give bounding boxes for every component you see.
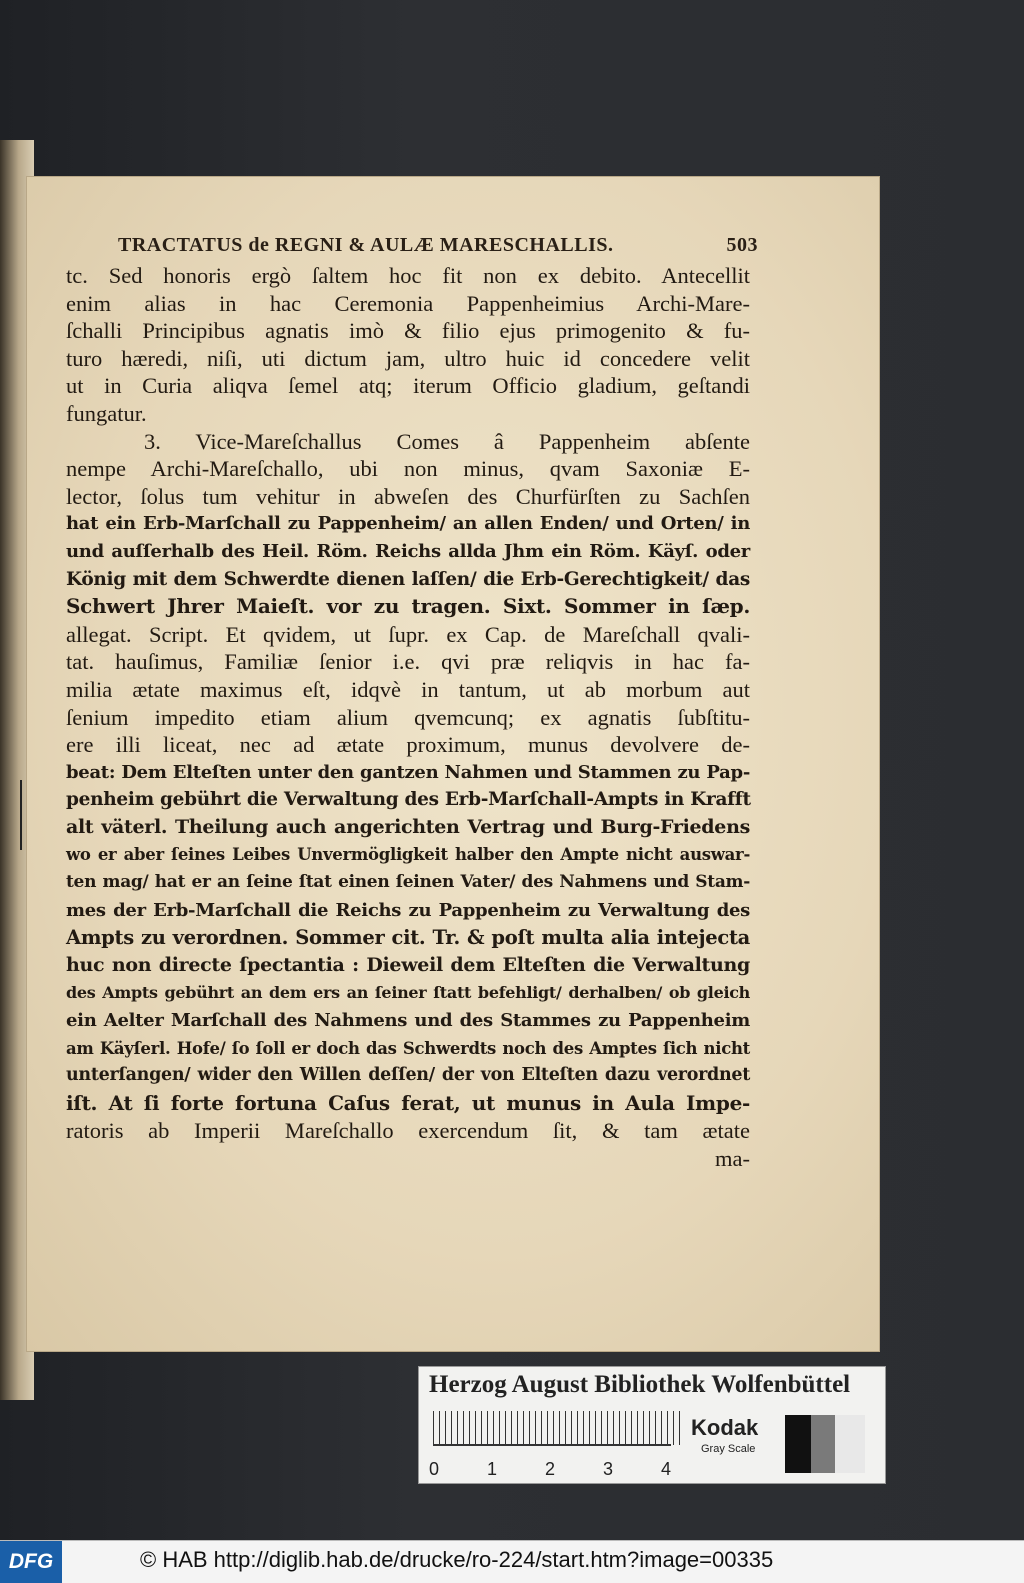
ruler-number: 1: [487, 1459, 498, 1479]
text-line: huc non directe ſpectantia : Dieweil dem Elteſten die Verwaltung: [66, 953, 750, 976]
text-line: 3. Vice-Mareſchallus Comes â Pappenheim abſente: [144, 428, 750, 454]
running-head-title: TRACTATUS de REGNI & AULÆ MARESCHALLIS.: [118, 234, 614, 256]
ruler-number: 2: [545, 1459, 556, 1479]
page-number: 503: [726, 234, 758, 256]
ruler-number: 4: [661, 1459, 672, 1479]
text-line: tc. Sed honoris ergò ſaltem hoc fit non ex debito. Antecellit: [66, 263, 750, 288]
text-line: alt väterl. Theilung auch angerichten Vertrag und Burg-Friedens: [66, 815, 750, 838]
text-line: milia ætate maximus eſt, idqvè in tantum, ut ab morbum aut: [66, 676, 750, 702]
page-body-text: [66, 262, 750, 1173]
gray-scale-label: Gray Scale: [701, 1443, 756, 1455]
ruler-baseline: [433, 1444, 671, 1446]
text-line: turo hæredi, niſi, uti dictum jam, ultro huic id concedere velit: [66, 345, 750, 371]
dfg-logo: DFG: [0, 1541, 62, 1583]
text-line: ſchalli Principibus agnatis imò & filio ejus primogenito & fu-: [66, 318, 750, 344]
text-line: ma-: [715, 1146, 750, 1171]
ruler-number: 0: [429, 1459, 440, 1479]
ruler-ticks: [433, 1411, 683, 1445]
text-line: hat ein Erb-Marſchall zu Pappenheim/ an allen Enden/ und Orten/ in: [66, 513, 750, 535]
text-line: nempe Archi-Mareſchallo, ubi non minus, qvam Saxoniæ E-: [66, 456, 750, 482]
black-swatch: [785, 1415, 811, 1473]
text-line: mes der Erb-Marſchall die Reichs zu Pappenheim zu Verwaltung des: [66, 899, 750, 921]
gray-swatch: [811, 1415, 835, 1473]
text-line: des Ampts gebührt an dem ers an ſeiner ſtatt befehligt/ derhalben/ ob gleich: [66, 983, 750, 1003]
text-line: enim alias in hac Ceremonia Pappenheimius Archi-Mare-: [66, 290, 750, 316]
text-line: lector, ſolus tum vehitur in abweſen des Churfürſten zu Sachſen: [66, 483, 750, 509]
running-head: [118, 234, 758, 264]
text-line: wo er aber ſeines Leibes Unvermögligkeit halber den Ampte nicht auswar-: [66, 845, 750, 865]
text-line: am Käyſerl. Hofe/ ſo ſoll er doch das Schwerdts noch des Amptes ſich nicht: [66, 1038, 750, 1058]
scale-ruler: [429, 1411, 683, 1479]
text-line: ten mag/ hat er an ſeine ſtat einen ſeinen Vater/ des Nahmens und Stam-: [66, 872, 750, 893]
institution-label: Herzog August Bibliothek Wolfenbüttel: [429, 1371, 851, 1398]
white-swatch: [835, 1415, 865, 1473]
ruler-number: 3: [603, 1459, 614, 1479]
kodak-logo: Kodak: [691, 1415, 759, 1440]
text-line: beat: Dem Elteſten unter den gantzen Nahmen und Stammen zu Pap-: [66, 761, 750, 783]
text-line: Ampts zu verordnen. Sommer cit. Tr. & poſt multa alia intejecta: [66, 926, 750, 950]
text-line: und auſſerhalb des Heil. Röm. Reichs allda Jhm ein Röm. Käyſ. oder: [66, 540, 750, 562]
color-calibration-card: [418, 1366, 886, 1484]
text-line: ein Aelter Marſchall des Nahmens und des Stammes zu Pappenheim: [66, 1010, 750, 1032]
citation-link[interactable]: © HAB http://diglib.hab.de/drucke/ro-224/start.htm?image=00335: [140, 1547, 774, 1572]
text-line: König mit dem Schwerdte dienen laſſen/ die Erb-Gerechtigkeit/ das: [66, 568, 750, 590]
text-line: ſenium impedito etiam alium qvemcunq; ex agnatis ſubſtitu-: [66, 704, 750, 730]
text-line: Schwert Jhrer Maieſt. vor zu tragen. Sixt. Sommer in ſæp.: [66, 594, 750, 619]
viewer-footer: [0, 1540, 1024, 1583]
text-line: iſt. At ſi forte fortuna Caſus ferat, ut munus in Aula Impe-: [66, 1090, 750, 1115]
text-line: tat. hauſimus, Familiæ ſenior i.e. qvi præ reliqvis in hac fa-: [66, 649, 750, 675]
text-line: ratoris ab Imperii Mareſchallo exercendum ſit, & tam ætate: [66, 1118, 750, 1144]
text-line: unterſangen/ wider den Willen deſſen/ der von Elteſten dazu verordnet: [66, 1065, 750, 1086]
text-line: ut in Curia aliqva ſemel atq; iterum Officio gladium, geſtandi: [66, 373, 750, 399]
text-line: fungatur.: [66, 400, 147, 426]
text-line: allegat. Script. Et qvidem, ut ſupr. ex Cap. de Mareſchall qvali-: [66, 621, 750, 647]
text-line: penheim gebührt die Verwaltung des Erb-Marſchall-Ampts in Krafft: [66, 789, 751, 811]
text-line: ere illi liceat, nec ad ætate proximum, munus devolvere de-: [66, 732, 750, 758]
